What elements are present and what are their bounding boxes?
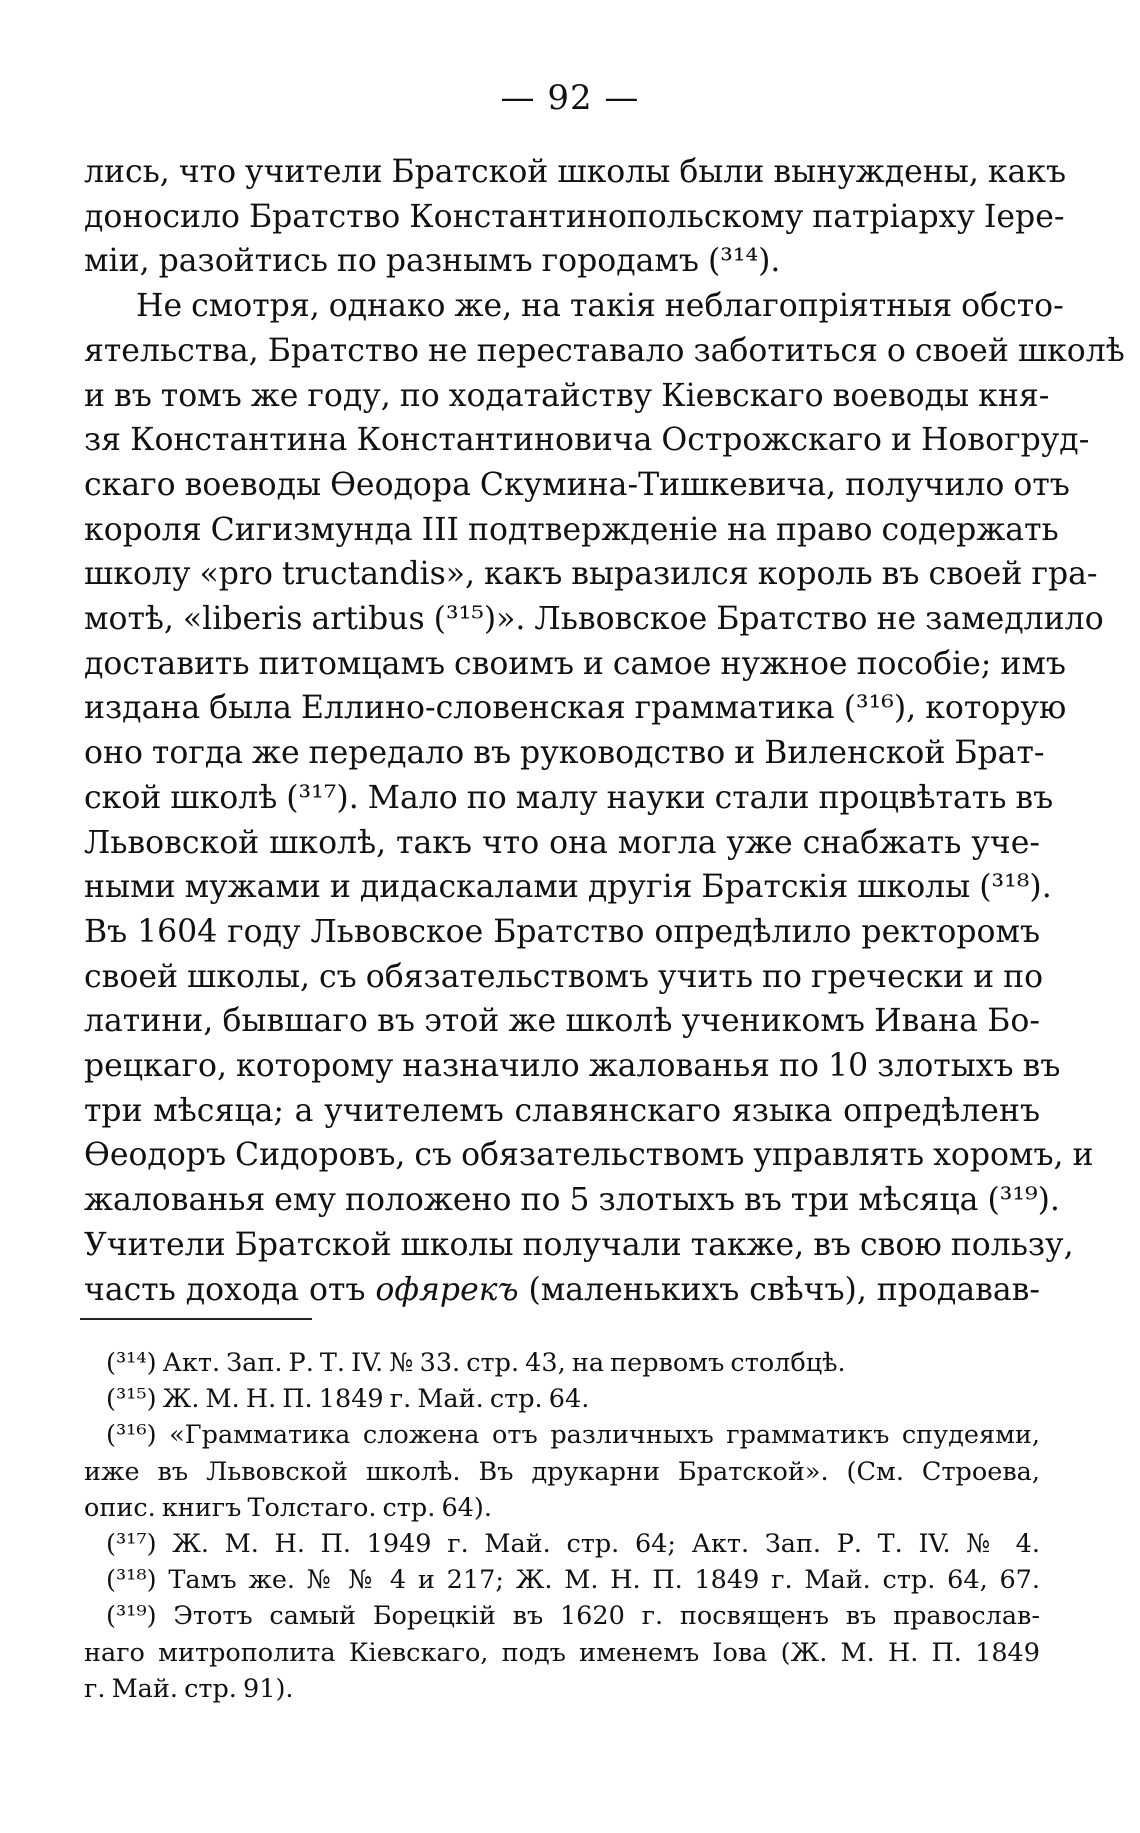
text-segment: (маленькихъ свѣчъ), продавав- <box>528 1271 1040 1308</box>
text-line: зя Константина Константиновича Острожскаго и Новогруд- <box>84 422 1090 459</box>
footnote-317: (³¹⁷) Ж. М. Н. П. 1949 г. Май. стр. 64; Акт. Зап. Р. Т. IV. № 4. <box>106 1529 1040 1560</box>
main-text <box>84 150 1125 1312</box>
text-line: мотѣ, «liberis artibus (³¹⁵)». Львовское Братство не замедлило <box>84 601 1104 638</box>
footnote-314: (³¹⁴) Акт. Зап. Р. Т. IV. № 33. стр. 43, на первомъ столбцѣ. <box>106 1348 846 1378</box>
footnote-319-cont: г. Май. стр. 91). <box>84 1673 294 1704</box>
text-line: доносило Братство Константинопольскому патріарху Iере- <box>84 198 1065 235</box>
text-line: Не смотря, однако же, на такія неблагопріятныя обсто- <box>136 288 1064 325</box>
footnotes <box>84 1345 1040 1707</box>
text-line: Львовской школѣ, такъ что она могла уже снабжать уче- <box>84 824 1040 861</box>
text-line: издана была Еллино-словенская грамматика (³¹⁶), которую <box>84 690 1067 727</box>
text-line: ской школѣ (³¹⁷). Мало по малу науки стали процвѣтать въ <box>84 779 1054 816</box>
paragraph-2 <box>84 284 1125 1312</box>
text-line-last <box>84 1268 1040 1313</box>
text-line: оно тогда же передало въ руководство и Виленской Брат- <box>84 735 1045 772</box>
footnote-315: (³¹⁵) Ж. М. Н. П. 1849 г. Май. стр. 64. <box>106 1384 590 1415</box>
footnote-316-cont: иже въ Львовской школѣ. Въ друкарни Братской». (См. Строева, <box>84 1456 1040 1487</box>
text-line: жалованья ему положено по 5 злотыхъ въ три мѣсяца (³¹⁹). <box>84 1182 1060 1219</box>
text-line: скаго воеводы Ѳеодора Скумина-Тишкевича, получило отъ <box>84 466 1070 503</box>
text-line: рецкаго, которому назначило жалованья по 10 злотыхъ въ <box>84 1048 1061 1085</box>
text-segment: часть дохода отъ <box>84 1271 366 1308</box>
text-line: ными мужами и дидаскалами другія Братскія школы (³¹⁸). <box>84 869 1052 906</box>
text-line: Ѳеодоръ Сидоровъ, съ обязательствомъ управлять хоромъ, и <box>84 1137 1094 1174</box>
paragraph-1 <box>84 150 1067 284</box>
text-line: ятельства, Братство не переставало заботиться о своей школѣ <box>84 332 1125 369</box>
text-line: школу «pro tructandis», какъ выразился король въ своей гра- <box>84 556 1098 593</box>
text-line: міи, разойтись по разнымъ городамъ (³¹⁴). <box>84 243 781 280</box>
footnote-divider <box>80 1318 312 1320</box>
italic-word: офярекъ <box>375 1271 519 1308</box>
text-line: своей школы, съ обязательствомъ учить по гречески и по <box>84 958 1044 995</box>
footnote-319: (³¹⁹) Этотъ самый Борецкій въ 1620 г. посвященъ въ православ- <box>106 1601 1040 1632</box>
text-line: доставить питомцамъ своимъ и самое нужное пособіе; имъ <box>84 645 1066 682</box>
footnote-316: (³¹⁶) «Грамматика сложена отъ различныхъ грамматикъ спудеями, <box>106 1420 1040 1451</box>
text-line: Въ 1604 году Львовское Братство опредѣлило ректоромъ <box>84 913 1040 950</box>
footnote-319-cont: наго митрополита Кіевскаго, подъ именемъ Iова (Ж. М. Н. П. 1849 <box>84 1637 1040 1668</box>
text-line: короля Сигизмунда III подтвержденіе на право содержать <box>84 511 1059 548</box>
text-line: Учители Братской школы получали также, въ свою пользу, <box>84 1226 1074 1263</box>
text-line: и въ томъ же году, по ходатайству Кіевскаго воеводы кня- <box>84 377 1050 414</box>
text-line: три мѣсяца; а учителемъ славянскаго языка опредѣленъ <box>84 1092 1040 1129</box>
footnote-316-cont: опис. книгъ Толстаго. стр. 64). <box>84 1492 492 1523</box>
footnote-318: (³¹⁸) Тамъ же. № № 4 и 217; Ж. М. Н. П. 1849 г. Май. стр. 64, 67. <box>106 1565 1040 1596</box>
text-line: лись, что учители Братской школы были вынуждены, какъ <box>84 154 1067 190</box>
page-number: — 92 — <box>500 78 640 118</box>
text-line: латини, бывшаго въ этой же школѣ ученикомъ Ивана Бо- <box>84 1003 1040 1040</box>
